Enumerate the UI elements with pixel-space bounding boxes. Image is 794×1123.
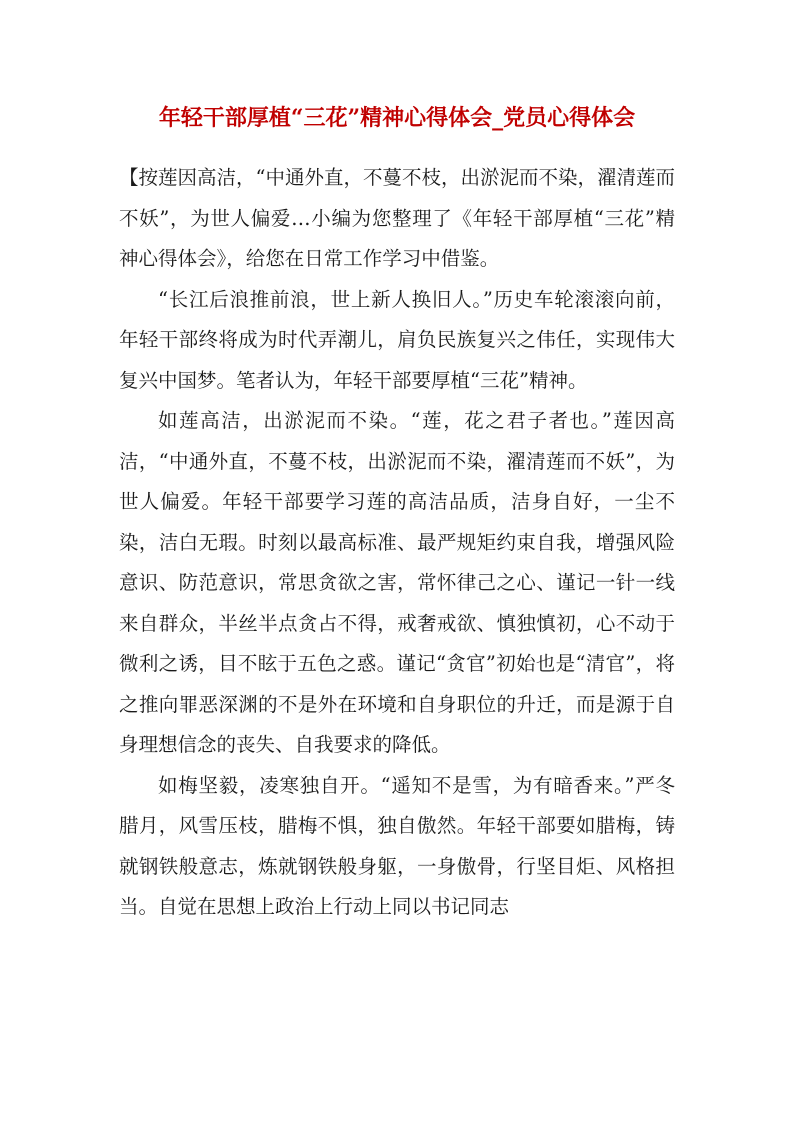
document-title: 年轻干部厚植“三花”精神心得体会_党员心得体会 bbox=[158, 105, 636, 131]
document-body bbox=[119, 158, 675, 928]
paragraph-opening: “长江后浪推前浪，世上新人换旧人。”历史车轮滚滚向前，年轻干部终将成为时代弄潮儿，肩负民族复兴之伟任，实现伟大复兴中国梦。笔者认为，年轻干部要厚植“三花”精神。 bbox=[119, 287, 675, 392]
paragraph-plum: 如梅坚毅，凌寒独自开。“遥知不是雪，为有暗香来。”严冬腊月，风雪压枝，腊梅不惧，独自傲然。年轻干部要如腊梅，铸就钢铁般意志，炼就钢铁般身躯，一身傲骨，行坚目炬、风格担当。自觉在思想上政治上行动上同以书记同志 bbox=[119, 773, 675, 918]
paragraph-lotus: 如莲高洁，出淤泥而不染。“莲，花之君子者也。”莲因高洁，“中通外直，不蔓不枝，出淤泥而不染，濯清莲而不妖”，为世人偏爱。年轻干部要学习莲的高洁品质，洁身自好，一尘不染，洁白无瑕。时刻以最高标准、最严规矩约束自我，增强风险意识、防范意识，常思贪欲之害，常怀律己之心、谨记一针一线来自群众，半丝半点贪占不得，戒奢戒欲、慎独慎初，心不动于微利之诱，目不眩于五色之惑。谨记“贪官”初始也是“清官”，将之推向罪恶深渊的不是外在环境和自身职位的升迁，而是源于自身理想信念的丧失、自我要求的降低。 bbox=[119, 409, 675, 756]
intro-paragraph: 【按莲因高洁，“中通外直，不蔓不枝，出淤泥而不染，濯清莲而不妖”，为世人偏爱…小编为您整理了《年轻干部厚植“三花”精神心得体会》，给您在日常工作学习中借鉴。 bbox=[119, 166, 675, 270]
